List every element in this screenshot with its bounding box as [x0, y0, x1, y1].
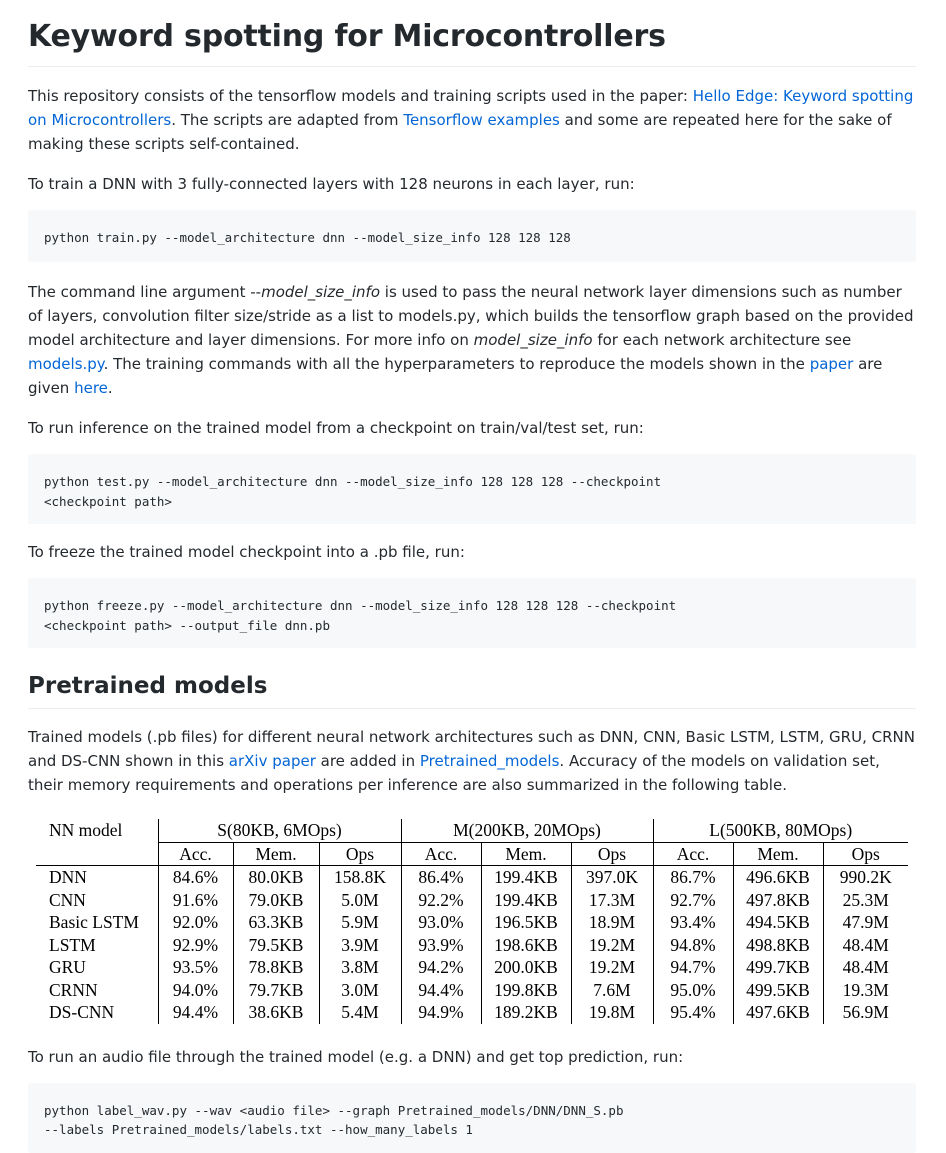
pretrained-heading: Pretrained models: [28, 648, 916, 709]
table-cell: 25.3M: [842, 889, 889, 910]
model-name-cell: GRU: [36, 956, 158, 979]
table-cell: 3.0M: [319, 979, 401, 1002]
table-cell: 496.6KB: [733, 866, 823, 889]
table-cell: 94.8%: [653, 934, 733, 957]
code-block-label: python label_wav.py --wav <audio file> --graph Pretrained_models/DNN/DNN_S.pb --labels Pretrained_models/labels.txt --how_many_labels 1: [28, 1083, 916, 1153]
inference-paragraph: To run inference on the trained model from a checkpoint on train/val/test set, run:: [28, 419, 644, 437]
group-header-l: L(500KB, 80MOps): [709, 820, 853, 840]
model-name-cell: CNN: [36, 889, 158, 912]
table-cell: 38.6KB: [233, 1001, 319, 1024]
table-cell: 5.0M: [319, 889, 401, 912]
subheader: Acc.: [653, 842, 733, 866]
table-cell: 91.6%: [158, 889, 233, 912]
table-cell: 84.6%: [158, 866, 233, 889]
page-title: Keyword spotting for Microcontrollers: [28, 0, 916, 67]
table-cell: 86.4%: [401, 866, 481, 889]
table-cell: 7.6M: [571, 979, 653, 1002]
table-cell: 92.9%: [158, 934, 233, 957]
arxiv-paper-link[interactable]: arXiv paper: [228, 752, 316, 770]
table-cell: 158.8K: [319, 866, 401, 889]
table-cell: 19.8M: [571, 1001, 653, 1024]
table-cell: 199.4KB: [481, 866, 571, 889]
subheader: Ops: [319, 842, 401, 866]
subheader: Mem.: [233, 842, 319, 866]
args-emphasis: model_size_info: [261, 283, 381, 301]
corner-header: NN model: [36, 819, 158, 842]
table-cell: 94.4%: [401, 979, 481, 1002]
table-cell: 19.2M: [571, 934, 653, 957]
subheader: Acc.: [401, 842, 481, 866]
args-text: . The training commands with all the hyperparameters to reproduce the models shown in the: [103, 355, 810, 373]
intro-text: and some are repeated here for the sake of making these scripts self-contained.: [28, 111, 892, 153]
table-cell: 497.8KB: [733, 889, 823, 912]
table-row: [36, 911, 908, 934]
table-cell: 80.0KB: [233, 866, 319, 889]
table-cell: 93.5%: [158, 956, 233, 979]
args-text: .: [107, 379, 113, 397]
intro-paragraph: [28, 84, 916, 156]
args-text: is used to pass the neural network layer dimensions such as number of layers, convolution filter size/stride as a list to models.py, which builds the tensorflow graph based on the provided model architecture and layer dimensions. For more info on: [28, 283, 914, 349]
table-cell: 86.7%: [653, 866, 733, 889]
pretrained-models-link[interactable]: Pretrained_models: [419, 752, 560, 770]
table-cell: 93.9%: [401, 934, 481, 957]
model-name-cell: CRNN: [36, 979, 158, 1002]
model-name-cell: LSTM: [36, 934, 158, 957]
code-block-freeze: python freeze.py --model_architecture dnn --model_size_info 128 128 128 --checkpoint <checkpoint path> --output_file dnn.pb: [28, 578, 916, 648]
pretrained-text: are added in: [315, 752, 420, 770]
table-cell: 48.4M: [842, 934, 889, 955]
group-header-s: S(80KB, 6MOps): [158, 819, 401, 842]
table-cell: 5.4M: [319, 1001, 401, 1024]
table-cell: 498.8KB: [733, 934, 823, 957]
args-text: The command line argument --: [28, 283, 262, 301]
group-header-m: M(200KB, 20MOps): [401, 819, 653, 842]
table-cell: 94.4%: [158, 1001, 233, 1024]
table-cell: 79.7KB: [233, 979, 319, 1002]
paper-link[interactable]: Hello Edge: Keyword spotting on Microcontrollers: [28, 87, 914, 129]
table-cell: 196.5KB: [481, 911, 571, 934]
table-cell: 3.8M: [319, 956, 401, 979]
table-cell: 19.3M: [842, 979, 889, 1000]
table-cell: 17.3M: [571, 889, 653, 912]
table-cell: 18.9M: [571, 911, 653, 934]
model-name-cell: DNN: [36, 866, 158, 889]
args-emphasis: model_size_info: [473, 331, 593, 349]
table-row: [36, 1001, 908, 1024]
table-cell: 494.5KB: [733, 911, 823, 934]
table-cell: 94.9%: [401, 1001, 481, 1024]
tensorflow-examples-link[interactable]: Tensorflow examples: [403, 111, 560, 129]
table-cell: 397.0K: [571, 866, 653, 889]
subheader: Ops: [571, 842, 653, 866]
results-table: [36, 819, 908, 1024]
table-cell: 93.0%: [401, 911, 481, 934]
table-cell: 199.4KB: [481, 889, 571, 912]
table-cell: 47.9M: [842, 912, 889, 932]
table-cell: 199.8KB: [481, 979, 571, 1002]
table-cell: 79.5KB: [233, 934, 319, 957]
table-cell: 63.3KB: [233, 911, 319, 934]
table-row: [36, 979, 908, 1002]
table-cell: 56.9M: [842, 1002, 889, 1022]
table-subheader-row: [36, 842, 908, 866]
table-cell: 198.6KB: [481, 934, 571, 957]
table-cell: 95.0%: [653, 979, 733, 1002]
table-row: [36, 866, 908, 889]
table-cell: 78.8KB: [233, 956, 319, 979]
code-block-test: python test.py --model_architecture dnn --model_size_info 128 128 128 --checkpoint <checkpoint path>: [28, 454, 916, 524]
audio-paragraph: To run an audio file through the trained model (e.g. a DNN) and get top prediction, run:: [28, 1047, 684, 1066]
table-cell: 499.7KB: [733, 956, 823, 979]
freeze-paragraph: To freeze the trained model checkpoint into a .pb file, run:: [28, 543, 465, 561]
args-text: are given: [28, 355, 883, 397]
table-body: [36, 866, 908, 1024]
args-text: for each network architecture see: [592, 331, 852, 349]
subheader: Acc.: [158, 842, 233, 866]
table-row: [36, 934, 908, 957]
table-cell: 93.4%: [653, 911, 733, 934]
table-cell: 94.0%: [158, 979, 233, 1002]
table-row: [36, 889, 908, 912]
here-link[interactable]: here: [74, 379, 108, 397]
table-cell: 48.4M: [842, 957, 889, 977]
table-row: [36, 956, 908, 979]
arguments-paragraph: [28, 280, 916, 400]
models-py-link[interactable]: models.py: [28, 355, 104, 373]
pretrained-text: Trained models (.pb files) for different neural network architectures such as DNN, CNN, Basic LSTM, LSTM, GRU, CRNN and DS-CNN shown in this: [28, 728, 915, 770]
table-cell: 94.2%: [401, 956, 481, 979]
table-group-header-row: [36, 819, 908, 842]
intro-text: . The scripts are adapted from: [171, 111, 404, 129]
table-cell: 79.0KB: [233, 889, 319, 912]
model-name-cell: Basic LSTM: [36, 911, 158, 934]
pretrained-paragraph: [28, 725, 916, 797]
paper-link-2[interactable]: paper: [809, 355, 854, 373]
table-cell: 499.5KB: [733, 979, 823, 1002]
table-cell: 990.2K: [839, 867, 892, 887]
subheader: Mem.: [733, 842, 823, 866]
table-cell: 95.4%: [653, 1001, 733, 1024]
train-paragraph: To train a DNN with 3 fully-connected layers with 128 neurons in each layer, run:: [28, 175, 635, 193]
table-cell: 92.7%: [653, 889, 733, 912]
table-cell: 92.0%: [158, 911, 233, 934]
table-cell: 5.9M: [319, 911, 401, 934]
pretrained-text: . Accuracy of the models on validation set, their memory requirements and operations per inference are also summarized in the following table.: [28, 752, 880, 794]
table-cell: 19.2M: [571, 956, 653, 979]
subheader: Mem.: [481, 842, 571, 866]
code-block-train: python train.py --model_architecture dnn --model_size_info 128 128 128: [28, 210, 916, 262]
table-cell: 92.2%: [401, 889, 481, 912]
model-name-cell: DS-CNN: [36, 1001, 158, 1024]
table-cell: 3.9M: [319, 934, 401, 957]
table-cell: 189.2KB: [481, 1001, 571, 1024]
subheader: Ops: [823, 842, 908, 866]
table-cell: 497.6KB: [733, 1001, 823, 1024]
intro-text: This repository consists of the tensorflow models and training scripts used in the paper:: [28, 87, 693, 105]
table-cell: 94.7%: [653, 956, 733, 979]
table-cell: 200.0KB: [481, 956, 571, 979]
